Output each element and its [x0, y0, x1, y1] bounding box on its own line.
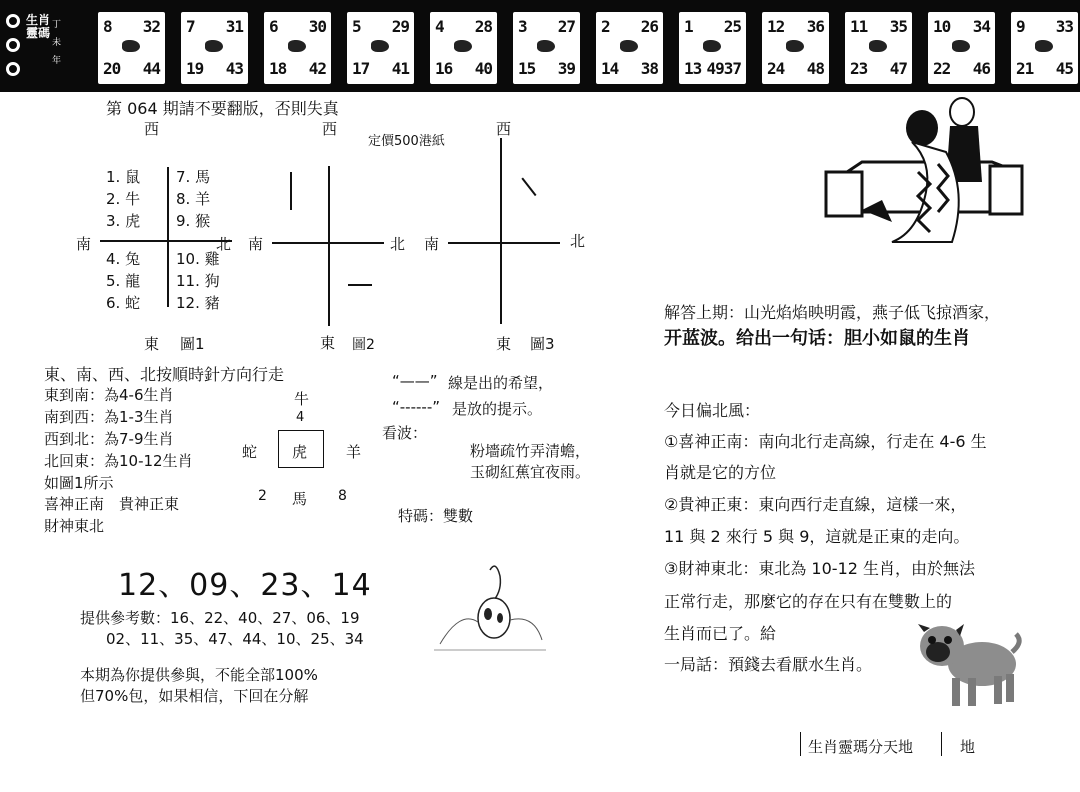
card-number: 9	[1016, 17, 1025, 36]
reference-line: 提供參考數：16、22、40、27、06、19	[80, 609, 360, 627]
card-number: 6	[269, 17, 278, 36]
zodiac-icon	[205, 40, 223, 52]
card-number: 19	[186, 59, 204, 78]
card-number: 30	[308, 17, 326, 36]
legend-solid-text: 線是出的希望，	[448, 374, 554, 392]
west-label: 西	[322, 120, 338, 138]
zodiac-icon	[703, 40, 721, 52]
card-number: 44	[142, 59, 160, 78]
footer-note: 本期為你提供參與，不能全部100%	[80, 666, 318, 684]
card-number: 40	[474, 59, 492, 78]
card-number: 33	[1055, 17, 1073, 36]
card-number: 11	[850, 17, 868, 36]
card-number: 45	[1055, 59, 1073, 78]
west-label: 西	[144, 120, 160, 138]
card-number: 31	[225, 17, 243, 36]
brand-text: 生肖靈瑪分天地	[808, 738, 914, 756]
card-number: 3	[518, 17, 527, 36]
zodiac-list-item: 6. 蛇	[106, 294, 141, 312]
east-label: 東	[144, 335, 160, 353]
grid-bottom-left: 2	[258, 488, 267, 504]
card-number: 24	[767, 59, 785, 78]
rule-line: 南到西：為1-3生肖	[44, 408, 174, 426]
card-number: 13	[684, 59, 702, 78]
card-number: 1	[684, 17, 693, 36]
zodiac-number-card	[845, 12, 912, 84]
card-number: 10	[933, 17, 951, 36]
card-number: 42	[308, 59, 326, 78]
analysis-line: ①喜神正南：南向北行走高線，行走在 4-6 生	[664, 432, 987, 451]
figure-label: 圖1	[180, 335, 205, 353]
zodiac-list-item: 7. 馬	[176, 168, 211, 186]
zodiac-icon	[288, 40, 306, 52]
card-number: 2	[601, 17, 610, 36]
card-number: 38	[640, 59, 658, 78]
zodiac-list-item: 5. 龍	[106, 272, 141, 290]
zodiac-list-item: 3. 虎	[106, 212, 141, 230]
card-number: 4937	[706, 59, 741, 78]
analysis-line: 肖就是它的方位	[664, 463, 777, 482]
card-number: 7	[186, 17, 195, 36]
card-number: 43	[225, 59, 243, 78]
card-number: 41	[391, 59, 409, 78]
analysis-line: 11 與 2 來行 5 與 9，這就是正東的走向。	[664, 527, 970, 546]
rule-line: 北回東：為10-12生肖	[44, 452, 193, 470]
wealth-text: 財神東北	[44, 517, 105, 535]
couple-sofa-illustration	[822, 92, 1026, 248]
card-number: 20	[103, 59, 121, 78]
zodiac-number-card	[513, 12, 580, 84]
reference-line: 02、11、35、47、44、10、25、34	[106, 630, 364, 648]
card-number: 26	[640, 17, 658, 36]
wind-label: 今日偏北風：	[664, 401, 761, 420]
card-number: 22	[933, 59, 951, 78]
legend-solid-mark: “——”	[392, 372, 438, 390]
card-number: 12	[767, 17, 785, 36]
card-number: 32	[142, 17, 160, 36]
brand-suffix: 地	[960, 738, 976, 756]
gods-text: 喜神正南 貴神正東	[44, 495, 180, 513]
main-numbers: 12、09、23、14	[118, 568, 372, 603]
card-number: 36	[806, 17, 824, 36]
rule-line: 西到北：為7-9生肖	[44, 430, 174, 448]
axis-line	[521, 178, 536, 196]
zodiac-number-card	[762, 12, 829, 84]
analysis-line: ③財神東北：東北為 10-12 生肖，由於無法	[664, 559, 976, 578]
grid-center: 虎	[292, 443, 308, 461]
card-number: 18	[269, 59, 287, 78]
analysis-line: ②貴神正東：東向西行走直線，這樣一來，	[664, 495, 967, 514]
zodiac-list-item: 4. 兔	[106, 250, 141, 268]
grid-left: 蛇	[242, 443, 258, 461]
divider	[167, 167, 169, 307]
zodiac-list-item: 9. 猴	[176, 212, 211, 230]
zodiac-list-item: 1. 鼠	[106, 168, 141, 186]
answer-line: 解答上期：山光焰焰映明霞，燕子低飞掠酒家，	[664, 303, 1001, 322]
card-number: 5	[352, 17, 361, 36]
zodiac-icon	[869, 40, 887, 52]
rule-line: 東到南：為4-6生肖	[44, 386, 174, 404]
zodiac-list-item: 2. 牛	[106, 190, 141, 208]
zodiac-list-item: 11. 狗	[176, 272, 220, 290]
ring-icon	[6, 62, 20, 76]
grid-bottom: 馬	[292, 490, 308, 508]
zodiac-icon	[371, 40, 389, 52]
see-label: 看波：	[382, 424, 428, 442]
header-title: 生肖靈碼	[26, 13, 51, 40]
zodiac-number-card	[430, 12, 497, 84]
answer-line: 开蓝波。给出一句话：胆小如鼠的生肖	[664, 328, 970, 349]
legend-dash-text: 是放的提示。	[452, 400, 543, 418]
zodiac-number-card	[928, 12, 995, 84]
north-label: 北	[216, 235, 232, 253]
north-label: 北	[570, 232, 586, 250]
north-label: 北	[390, 235, 406, 253]
analysis-line: 正常行走，那麼它的存在只有在雙數上的	[664, 592, 953, 611]
card-number: 39	[557, 59, 575, 78]
card-number: 46	[972, 59, 990, 78]
axis-line	[290, 172, 292, 210]
axis-line	[500, 138, 502, 324]
grid-top-num: 4	[296, 410, 305, 425]
analysis-line: 一局話：預錢去看厭水生肖。	[664, 655, 873, 674]
card-number: 29	[391, 17, 409, 36]
zodiac-number-card	[1011, 12, 1078, 84]
card-number: 25	[723, 17, 741, 36]
card-number: 17	[352, 59, 370, 78]
axis-line	[328, 166, 330, 326]
zodiac-list-item: 12. 豬	[176, 294, 220, 312]
grid-top: 牛	[294, 390, 310, 408]
zodiac-number-card	[98, 12, 165, 84]
zodiac-number-card	[264, 12, 331, 84]
poem-line: 粉墻疏竹弄清蟾，	[470, 442, 591, 460]
axis-line	[348, 284, 372, 286]
zodiac-icon	[952, 40, 970, 52]
card-number: 21	[1016, 59, 1034, 78]
rabbit-illustration	[430, 560, 550, 656]
south-label: 南	[248, 235, 264, 253]
analysis-line: 生肖而已了。給	[664, 624, 777, 643]
zodiac-icon	[454, 40, 472, 52]
card-number: 14	[601, 59, 619, 78]
card-number: 35	[889, 17, 907, 36]
west-label: 西	[496, 120, 512, 138]
card-number: 48	[806, 59, 824, 78]
ring-icon	[6, 38, 20, 52]
header-year: 丁未年	[52, 20, 62, 66]
zodiac-number-card	[679, 12, 746, 84]
card-number: 15	[518, 59, 536, 78]
card-number: 23	[850, 59, 868, 78]
south-label: 南	[424, 235, 440, 253]
axis-line	[272, 242, 384, 244]
grid-right: 羊	[346, 443, 362, 461]
south-label: 南	[76, 235, 92, 253]
zodiac-icon	[786, 40, 804, 52]
east-label: 東	[320, 334, 336, 352]
zodiac-number-card	[181, 12, 248, 84]
zodiac-icon	[620, 40, 638, 52]
east-label: 東	[496, 335, 512, 353]
zodiac-icon	[1035, 40, 1053, 52]
card-number: 8	[103, 17, 112, 36]
rules-intro: 東、南、西、北按順時針方向行走	[44, 365, 285, 384]
ring-icon	[6, 14, 20, 28]
card-number: 27	[557, 17, 575, 36]
zodiac-number-card	[347, 12, 414, 84]
rule-line: 如圖1所示	[44, 474, 114, 492]
notice-text: 第 064 期請不要翻版，否則失真	[106, 99, 339, 118]
grid-bottom-right: 8	[338, 488, 347, 504]
figure-label: 圖2	[352, 337, 375, 353]
zodiac-number-card	[596, 12, 663, 84]
card-number: 28	[474, 17, 492, 36]
figure-label: 圖3	[530, 335, 555, 353]
card-number: 4	[435, 17, 444, 36]
card-number: 34	[972, 17, 990, 36]
axis-line	[448, 242, 560, 244]
zodiac-list-item: 8. 羊	[176, 190, 211, 208]
zodiac-icon	[537, 40, 555, 52]
special-code: 特碼：雙數	[398, 507, 474, 525]
zodiac-icon	[122, 40, 140, 52]
card-number: 16	[435, 59, 453, 78]
card-number: 47	[889, 59, 907, 78]
pug-dog-illustration	[912, 612, 1022, 712]
footer-note: 但70%包，如果相信，下回在分解	[80, 687, 309, 705]
poem-line: 玉砌紅蕉宜夜雨。	[470, 463, 591, 481]
price-label: 定價500港紙	[368, 134, 445, 149]
zodiac-list-item: 10. 雞	[176, 250, 220, 268]
legend-dash-mark: “------”	[392, 398, 441, 416]
